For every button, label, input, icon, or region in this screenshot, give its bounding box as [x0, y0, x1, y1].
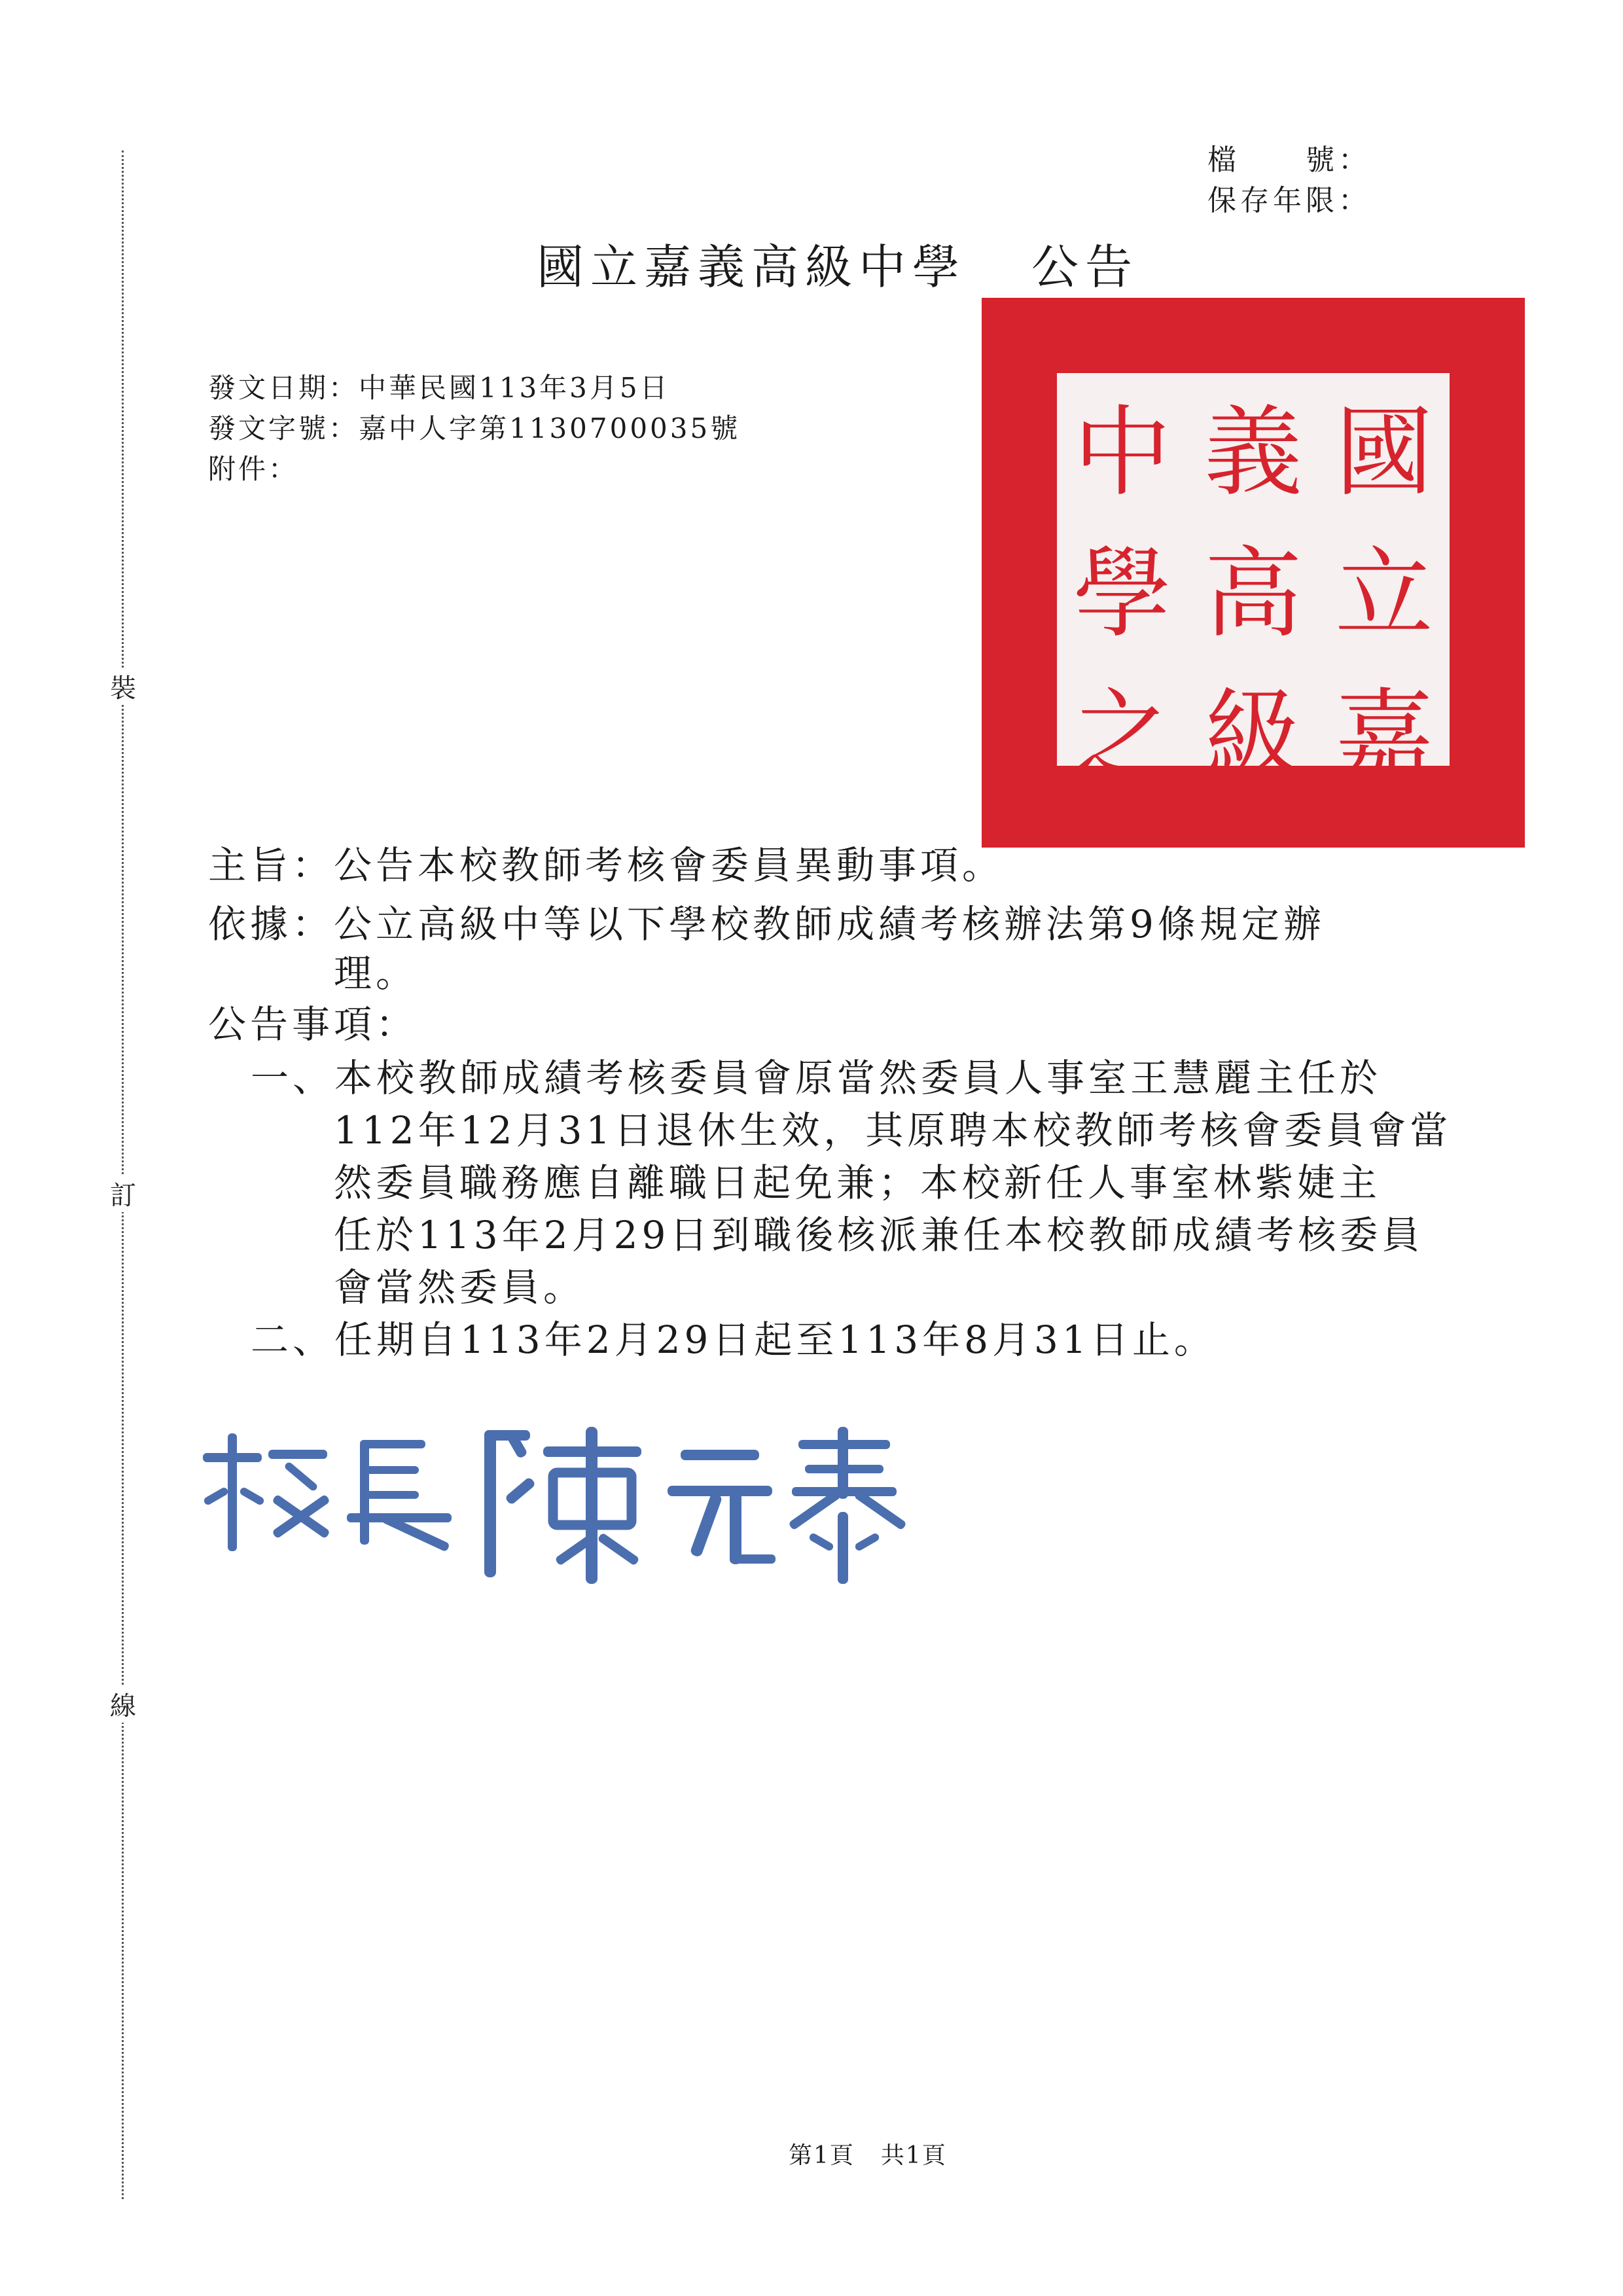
page-total: 共1頁 — [880, 2142, 947, 2169]
seal-char: 級 — [1204, 679, 1302, 793]
signature-graphic — [196, 1414, 916, 1597]
attachment-label: 附件： — [208, 453, 299, 485]
binding-mark-xian: 線 — [105, 1685, 141, 1723]
seal-char: 高 — [1204, 537, 1302, 651]
seal-char: 義 — [1204, 396, 1302, 510]
item-1-line-5: 會當然委員。 — [334, 1265, 586, 1310]
item-1-line-4: 任於113年2月29日到職後核派兼任本校教師成績考核委員 — [334, 1213, 1424, 1257]
reference-number: 發文字號：嘉中人字第1130700035號 — [208, 412, 741, 444]
seal-inner — [1057, 373, 1450, 793]
item-1-line-2: 112年12月31日退休生效，其原聘本校教師考核會委員會當 — [334, 1108, 1452, 1153]
basis-line-2: 理。 — [334, 951, 418, 996]
seal-char: 國 — [1334, 396, 1433, 510]
item-1-line-1: 一、本校教師成績考核委員會原當然委員人事室王慧麗主任於 — [251, 1056, 1382, 1100]
file-number-label: 檔 號： — [1207, 143, 1371, 177]
item-1-line-3: 然委員職務應自離職日起免兼；本校新任人事室林紫婕主 — [334, 1160, 1382, 1205]
seal-char: 中 — [1073, 396, 1171, 510]
page-footer — [789, 2137, 947, 2170]
issue-date: 發文日期：中華民國113年3月5日 — [208, 372, 670, 404]
document-title — [537, 229, 1139, 297]
principal-signature-stamp — [196, 1414, 916, 1597]
retention-label: 保存年限： — [1207, 184, 1371, 217]
binding-mark-zhuang: 裝 — [105, 668, 141, 705]
subject-line: 主旨：公告本校教師考核會委員異動事項。 — [208, 843, 1005, 888]
document-type: 公告 — [1031, 240, 1139, 295]
items-heading: 公告事項： — [208, 1002, 418, 1047]
seal-char: 學 — [1073, 537, 1171, 651]
seal-char: 之 — [1073, 679, 1171, 793]
official-seal — [982, 298, 1525, 848]
seal-char: 嘉 — [1334, 679, 1433, 793]
seal-char: 立 — [1334, 537, 1433, 651]
page-number: 第1頁 — [789, 2142, 855, 2169]
basis-line-1: 依據：公立高級中等以下學校教師成績考核辦法第9條規定辦 — [208, 902, 1325, 946]
item-2: 二、任期自113年2月29日起至113年8月31日止。 — [251, 1318, 1216, 1362]
binding-mark-ding: 訂 — [105, 1175, 141, 1212]
school-name: 國立嘉義高級中學 — [537, 240, 967, 295]
